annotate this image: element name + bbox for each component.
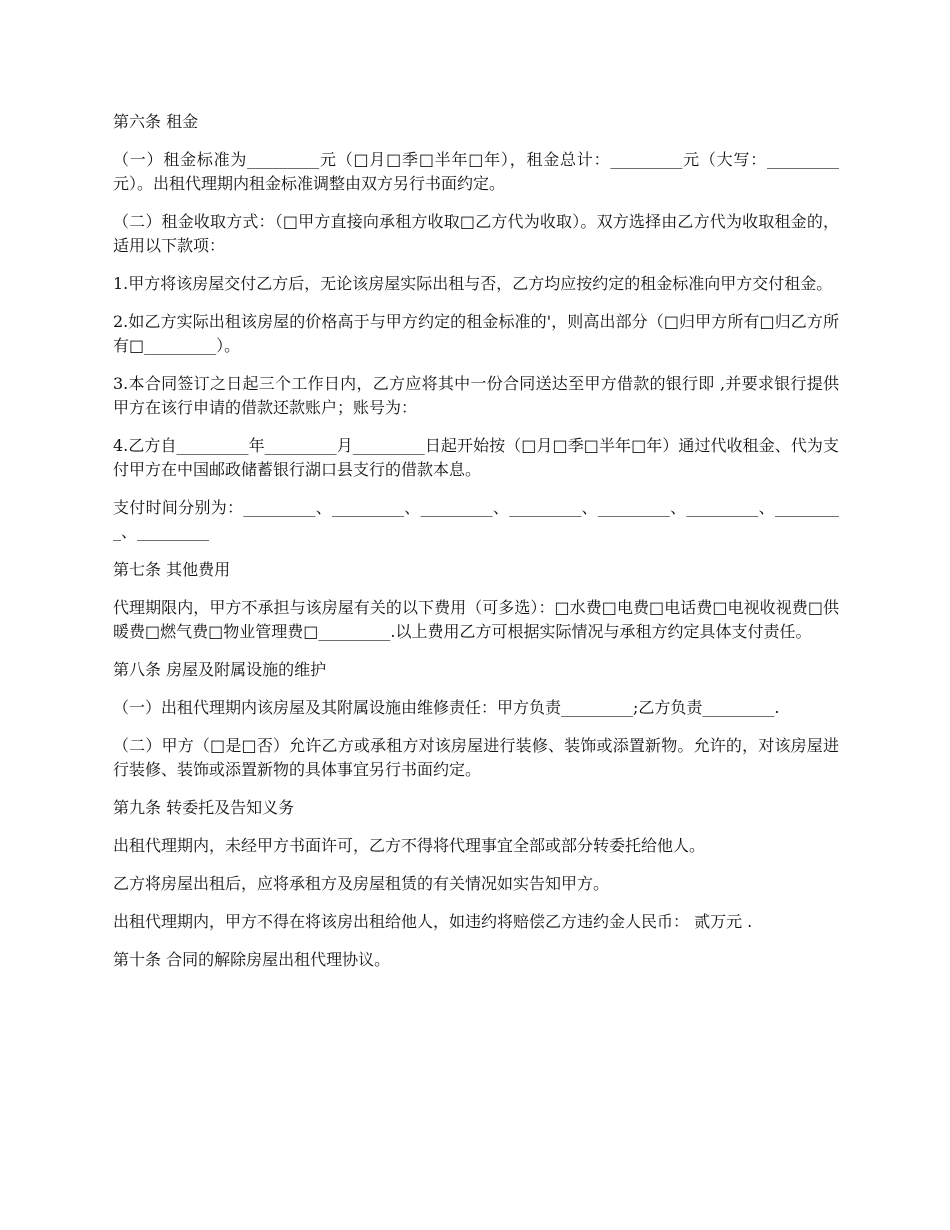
rent-standard-clause: （一）租金标准为_________元（□月□季□半年□年），租金总计：_________元（大写：_________元）。出租代理期内租金标准调整由双方另行书面约定。 — [113, 150, 839, 193]
other-fees-clause: 代理期限内，甲方不承担与该房屋有关的以下费用（可多选）：□水费□电费□电话费□电视收视费□供暖费□燃气费□物业管理费□_________.以上费用乙方可根据实际情况与承租方约定具体支付责任。 — [113, 598, 839, 641]
article-7-heading: 第七条 其他费用 — [113, 560, 231, 579]
penalty-clause: 出租代理期内，甲方不得在将该房出租给他人，如违约将赔偿乙方违约金人民币： 贰万元 . — [113, 912, 753, 931]
payment-dates-line: 支付时间分别为：_________、_________、_________、_________、_________、_________、_________、_________ — [113, 498, 839, 541]
notification-clause: 乙方将房屋出租后，应将承租方及房屋租赁的有关情况如实告知甲方。 — [113, 874, 610, 893]
article-6-heading: 第六条 租金 — [113, 112, 199, 131]
rent-collection-method-clause: （二）租金收取方式：（□甲方直接向承租方收取□乙方代为收取）。双方选择由乙方代为收取租金的，适用以下款项： — [113, 212, 839, 255]
rent-item-1: 1.甲方将该房屋交付乙方后，无论该房屋实际出租与否，乙方均应按约定的租金标准向甲方交付租金。 — [113, 274, 833, 293]
rent-item-3: 3.本合同签订之日起三个工作日内，乙方应将其中一份合同送达至甲方借款的银行即 ,并要求银行提供甲方在该行申请的借款还款账户；账号为： — [113, 374, 839, 417]
article-10-heading: 第十条 合同的解除房屋出租代理协议。 — [113, 950, 391, 969]
rent-item-2: 2.如乙方实际出租该房屋的价格高于与甲方约定的租金标准的'，则高出部分（□归甲方所有□归乙方所有□_________）。 — [113, 312, 839, 355]
maintenance-clause-2: （二）甲方（□是□否）允许乙方或承租方对该房屋进行装修、装饰或添置新物。允许的，对该房屋进行装修、装饰或添置新物的具体事宜另行书面约定。 — [113, 736, 839, 779]
subdelegation-clause: 出租代理期内，未经甲方书面许可，乙方不得将代理事宜全部或部分转委托给他人。 — [113, 836, 706, 855]
article-9-heading: 第九条 转委托及告知义务 — [113, 798, 295, 817]
document-body — [113, 110, 839, 986]
article-8-heading: 第八条 房屋及附属设施的维护 — [113, 660, 327, 679]
maintenance-clause-1: （一）出租代理期内该房屋及其附属设施由维修责任：甲方负责_________;乙方负责_________. — [113, 698, 780, 717]
rent-item-4: 4.乙方自_________年_________月_________日起开始按（□月□季□半年□年）通过代收租金、代为支付甲方在中国邮政储蓄银行湖口县支行的借款本息。 — [113, 436, 839, 479]
